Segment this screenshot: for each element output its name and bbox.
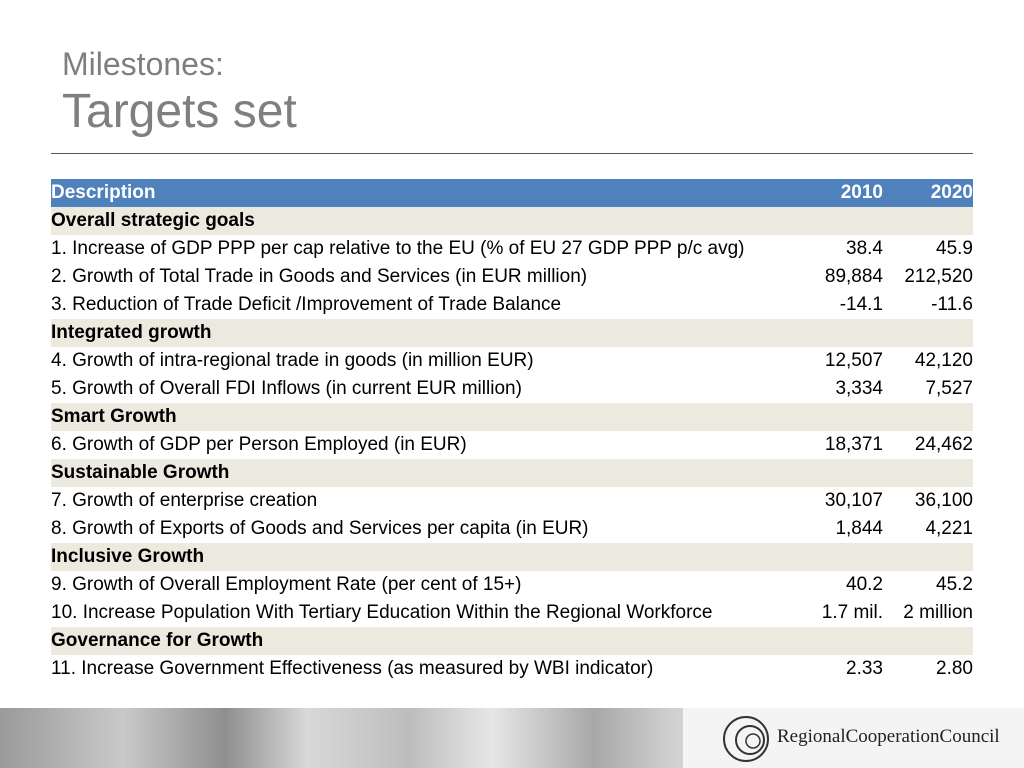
value-2010: 30,107 <box>824 490 883 511</box>
indicator-description: 7. Growth of enterprise creation <box>51 490 318 511</box>
value-2010: 2.33 <box>846 658 883 679</box>
slide-header <box>62 44 297 140</box>
title-divider <box>51 153 973 154</box>
indicator-description: 1. Increase of GDP PPP per cap relative to the EU (% of EU 27 GDP PPP p/c avg) <box>51 238 745 259</box>
column-header-2020: 2020 <box>883 179 973 207</box>
table-row <box>51 291 973 319</box>
indicator-description: 4. Growth of intra-regional trade in goods (in million EUR) <box>51 350 534 371</box>
table-group-row <box>51 459 973 487</box>
table-row <box>51 655 973 683</box>
table-row <box>51 599 973 627</box>
value-2010: 18,371 <box>824 434 883 455</box>
group-label: Inclusive Growth <box>51 543 973 571</box>
value-2010: 1.7 mil. <box>821 602 883 623</box>
value-2020: 2.80 <box>936 658 973 679</box>
group-label: Integrated growth <box>51 319 973 347</box>
value-2010: 12,507 <box>824 350 883 371</box>
slide-subtitle: Milestones: <box>62 46 224 82</box>
table-row <box>51 235 973 263</box>
indicator-description: 2. Growth of Total Trade in Goods and Services (in EUR million) <box>51 266 588 287</box>
targets-table <box>51 179 973 683</box>
table-row <box>51 375 973 403</box>
value-2020: 42,120 <box>914 350 973 371</box>
indicator-description: 10. Increase Population With Tertiary Education Within the Regional Workforce <box>51 602 713 623</box>
group-label: Smart Growth <box>51 403 973 431</box>
table-row <box>51 487 973 515</box>
group-label: Sustainable Growth <box>51 459 973 487</box>
table-body <box>51 207 973 683</box>
value-2020: 7,527 <box>925 378 973 399</box>
table-group-row <box>51 543 973 571</box>
table-group-row <box>51 403 973 431</box>
table-group-row <box>51 319 973 347</box>
value-2020: 4,221 <box>925 518 973 539</box>
indicator-description: 6. Growth of GDP per Person Employed (in EUR) <box>51 434 467 455</box>
value-2010: 89,884 <box>824 266 883 287</box>
table-group-row <box>51 627 973 655</box>
table-group-row <box>51 207 973 235</box>
indicator-description: 11. Increase Government Effectiveness (as measured by WBI indicator) <box>51 658 654 679</box>
value-2010: 40.2 <box>846 574 883 595</box>
table-header-row <box>51 179 973 207</box>
value-2020: 212,520 <box>904 266 973 287</box>
table-row <box>51 515 973 543</box>
table-row <box>51 263 973 291</box>
value-2010: 3,334 <box>835 378 883 399</box>
value-2010: 38.4 <box>846 238 883 259</box>
indicator-description: 3. Reduction of Trade Deficit /Improvement of Trade Balance <box>51 294 562 315</box>
group-label: Overall strategic goals <box>51 207 973 235</box>
value-2020: 45.2 <box>936 574 973 595</box>
footer-logo <box>683 708 1024 768</box>
value-2020: 2 million <box>903 602 973 623</box>
column-header-description: Description <box>51 179 781 207</box>
indicator-description: 8. Growth of Exports of Goods and Services per capita (in EUR) <box>51 518 589 539</box>
value-2010: -14.1 <box>839 294 883 315</box>
indicator-description: 9. Growth of Overall Employment Rate (per cent of 15+) <box>51 574 522 595</box>
indicator-description: 5. Growth of Overall FDI Inflows (in current EUR million) <box>51 378 522 399</box>
value-2020: 24,462 <box>914 434 973 455</box>
table-row <box>51 347 973 375</box>
rcc-logo-icon <box>719 712 771 764</box>
group-label: Governance for Growth <box>51 627 973 655</box>
value-2010: 1,844 <box>835 518 883 539</box>
column-header-2010: 2010 <box>781 179 883 207</box>
value-2020: -11.6 <box>931 294 973 315</box>
logo-text: RegionalCooperationCouncil <box>777 726 1000 747</box>
table-row <box>51 571 973 599</box>
value-2020: 45.9 <box>936 238 973 259</box>
value-2020: 36,100 <box>914 490 973 511</box>
table-row <box>51 431 973 459</box>
slide-title: Targets set <box>62 85 297 138</box>
